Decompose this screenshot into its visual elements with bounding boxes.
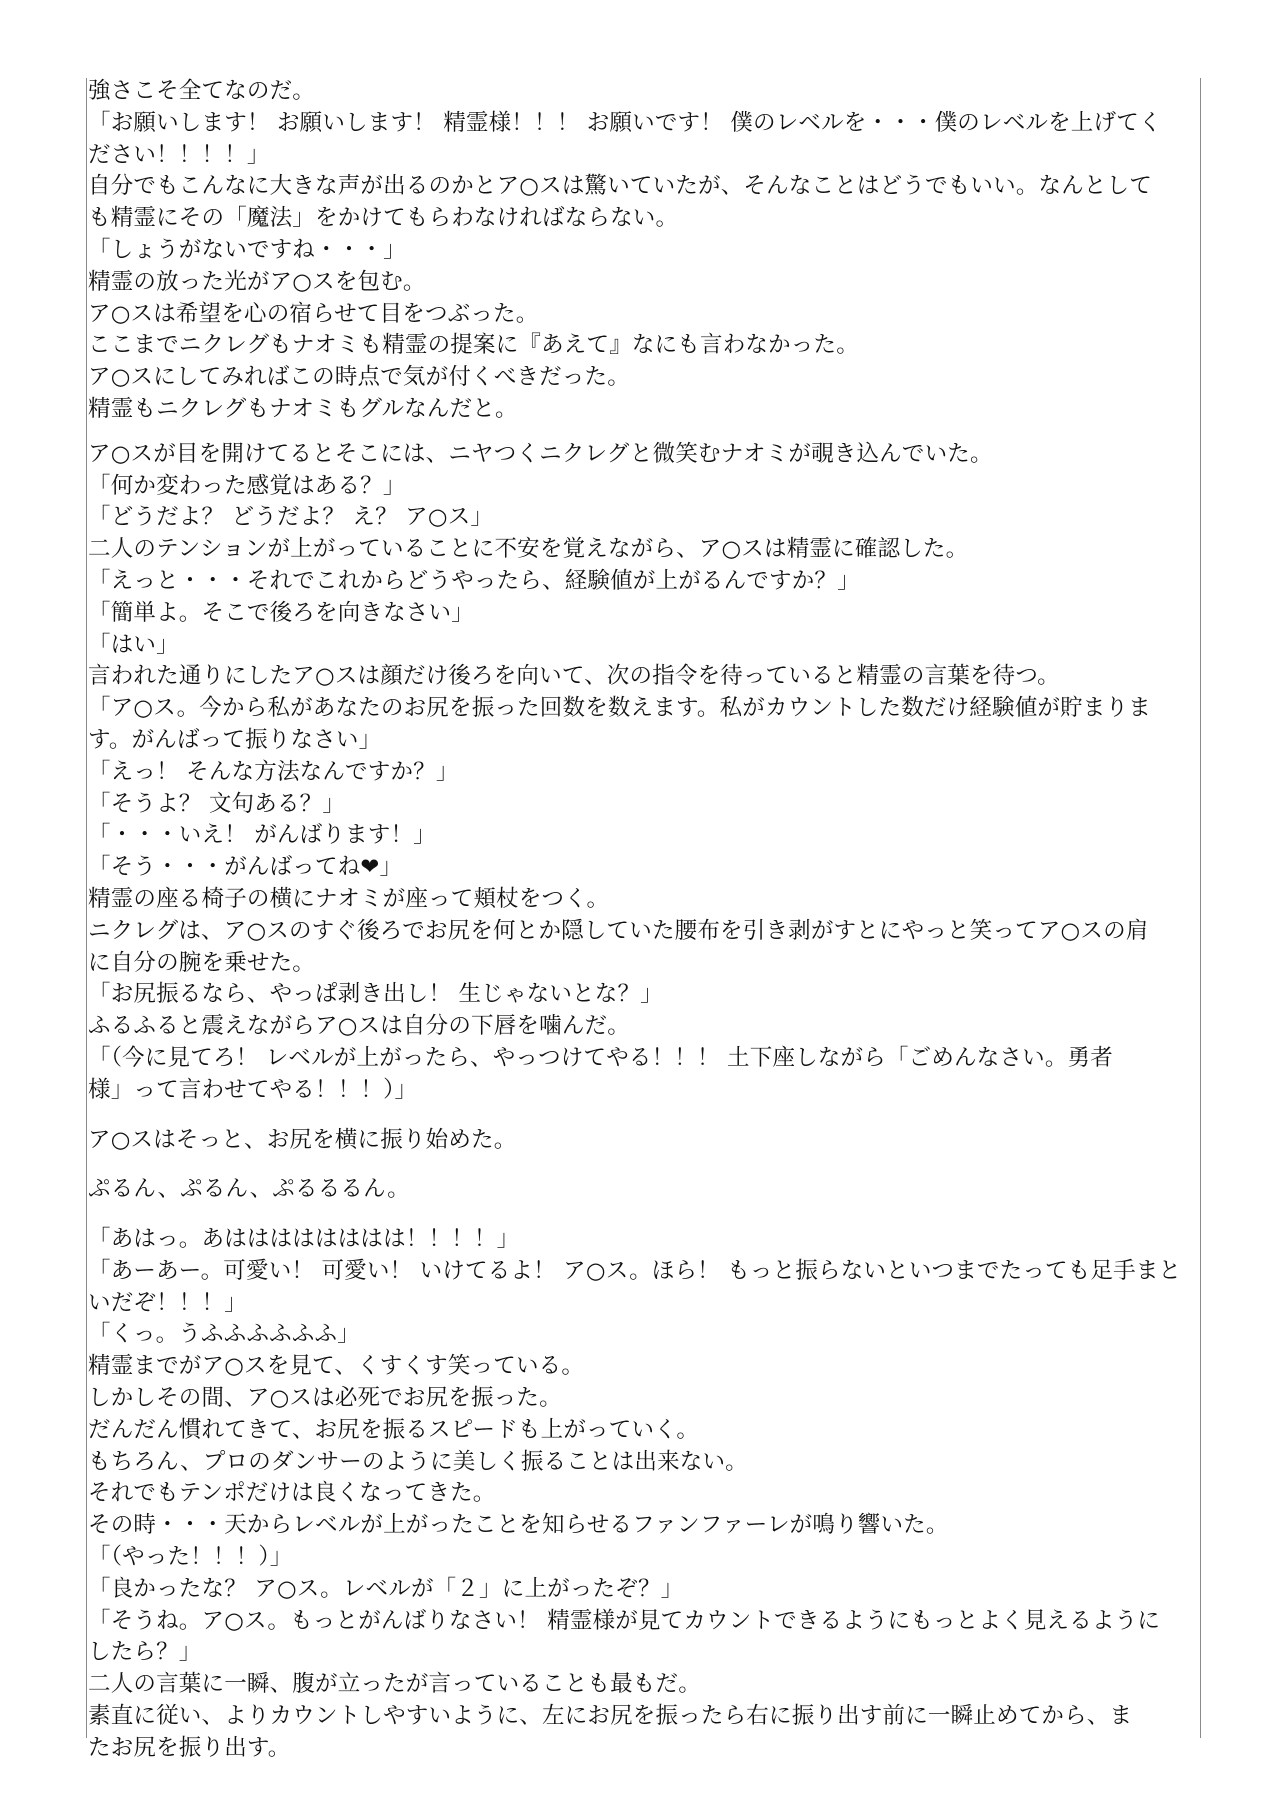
paragraph-gap: [88, 426, 1198, 439]
text-line: 「お願いします！ お願いします！ 精霊様！！！ お願いです！ 僕のレベルを・・・僕のレベルを上げてく: [88, 109, 1162, 136]
text-line: 自分でもこんなに大きな声が出るのかとア○スは驚いていたが、そんなことはどうでもいい。なんとして: [88, 173, 1153, 200]
text-line: 「そう・・・がんばってね❤」: [88, 854, 403, 881]
text-line: 様」って言わせてやる！！！）」: [88, 1076, 418, 1103]
text-line: いだぞ！！！」: [88, 1289, 247, 1316]
text-line: それでもテンポだけは良くなってきた。: [88, 1480, 496, 1507]
text-line: 「何か変わった感覚はある？」: [88, 472, 406, 499]
text-line: 「はい」: [88, 631, 179, 658]
text-line: もちろん、プロのダンサーのように美しく振ることは出来ない。: [88, 1448, 748, 1475]
text-line: 精霊の座る椅子の横にナオミが座って頬杖をつく。: [88, 885, 610, 912]
text-line: ふるふると震えながらア○スは自分の下唇を噛んだ。: [88, 1013, 630, 1040]
text-line: 「そうよ？ 文句ある？」: [88, 790, 346, 817]
text-line: ここまでニクレグもナオミも精霊の提案に『あえて』なにも言わなかった。: [88, 332, 859, 359]
text-line: 「あはっ。あはははははははは！！！！」: [88, 1226, 520, 1253]
text-line: ア○スにしてみればこの時点で気が付くべきだった。: [88, 364, 630, 391]
text-line: したら？」: [88, 1639, 202, 1666]
text-line: 「良かったな？ ア○ス。レベルが「２」に上がったぞ？」: [88, 1575, 684, 1602]
text-line: 「簡単よ。そこで後ろを向きなさい」: [88, 599, 474, 626]
left-margin-line: [86, 78, 87, 1738]
right-margin-line: [1200, 78, 1201, 1738]
text-line: 「お尻振るなら、やっぱ剥き出し！ 生じゃないとな？」: [88, 981, 663, 1008]
text-line: 「えっ！ そんな方法なんですか？」: [88, 758, 459, 785]
text-line: 二人のテンションが上がっていることに不安を覚えながら、ア○スは精霊に確認した。: [88, 536, 969, 563]
text-line: ださい！！！！」: [88, 141, 270, 168]
text-line: 「あーあー。可愛い！ 可愛い！ いけてるよ！ ア○ス。ほら！ もっと振らないといつまでたっても足手まと: [88, 1257, 1182, 1284]
text-line: ニクレグは、ア○スのすぐ後ろでお尻を何とか隠していた腰布を引き剥がすとにやっと笑ってア○スの肩: [88, 917, 1149, 944]
text-line: 精霊までがア○スを見て、くすくす笑っている。: [88, 1353, 585, 1380]
text-line: 「・・・いえ！ がんばります！」: [88, 822, 436, 849]
text-line: 「どうだよ？ どうだよ？ え？ ア○ス」: [88, 504, 494, 531]
text-line: 「しょうがないですね・・・」: [88, 236, 406, 263]
text-line: たお尻を振り出す。: [88, 1734, 291, 1761]
text-line: 「くっ。うふふふふふふ」: [88, 1321, 360, 1348]
text-line: 「ア○ス。今から私があなたのお尻を振った回数を数えます。私がカウントした数だけ経験値が貯まりま: [88, 695, 1151, 722]
text-line: ア○スはそっと、お尻を横に振り始めた。: [88, 1126, 517, 1153]
text-line: も精霊にその「魔法」をかけてもらわなければならない。: [88, 205, 679, 232]
text-line: ぷるん、ぷるん、ぷるるるん。: [88, 1176, 410, 1203]
text-line: しかしその間、ア○スは必死でお尻を振った。: [88, 1385, 562, 1412]
paragraph-gap: [88, 1206, 1198, 1224]
text-line: 二人の言葉に一瞬、腹が立ったが言っていることも最もだ。: [88, 1671, 701, 1698]
text-line: に自分の腕を乗せた。: [88, 949, 316, 976]
paragraph-gap: [88, 1107, 1198, 1125]
text-line: 精霊の放った光がア○スを包む。: [88, 268, 426, 295]
text-line: 「（今に見てろ！ レベルが上がったら、やっつけてやる！！！ 土下座しながら「ごめんなさい。勇者: [88, 1044, 1113, 1071]
text-line: 精霊もニクレグもナオミもグルなんだと。: [88, 395, 518, 422]
text-line: だんだん慣れてきて、お尻を振るスピードも上がっていく。: [88, 1416, 700, 1443]
text-line: 「えっと・・・それでこれからどうやったら、経験値が上がるんですか？」: [88, 567, 860, 594]
text-line: その時・・・天からレベルが上がったことを知らせるファンファーレが鳴り響いた。: [88, 1512, 949, 1539]
text-line: す。がんばって振りなさい」: [88, 726, 382, 753]
text-line: 言われた通りにしたア○スは顔だけ後ろを向いて、次の指令を待っていると精霊の言葉を待つ。: [88, 663, 1060, 690]
text-line: ア○スが目を開けてるとそこには、ニヤつくニクレグと微笑むナオミが覗き込んでいた。: [88, 440, 993, 467]
paragraph-gap: [88, 1156, 1198, 1174]
text-line: 「（やった！！！）」: [88, 1544, 293, 1571]
document-body: [88, 76, 1198, 1765]
text-line: 「そうね。ア○ス。もっとがんばりなさい！ 精霊様が見てカウントできるようにもっとよく見えるように: [88, 1607, 1161, 1634]
text-line: ア○スは希望を心の宿らせて目をつぶった。: [88, 300, 539, 327]
text-line: 強さこそ全てなのだ。: [88, 78, 316, 104]
text-line: 素直に従い、よりカウントしやすいように、左にお尻を振ったら右に振り出す前に一瞬止めてから、ま: [88, 1703, 1133, 1730]
